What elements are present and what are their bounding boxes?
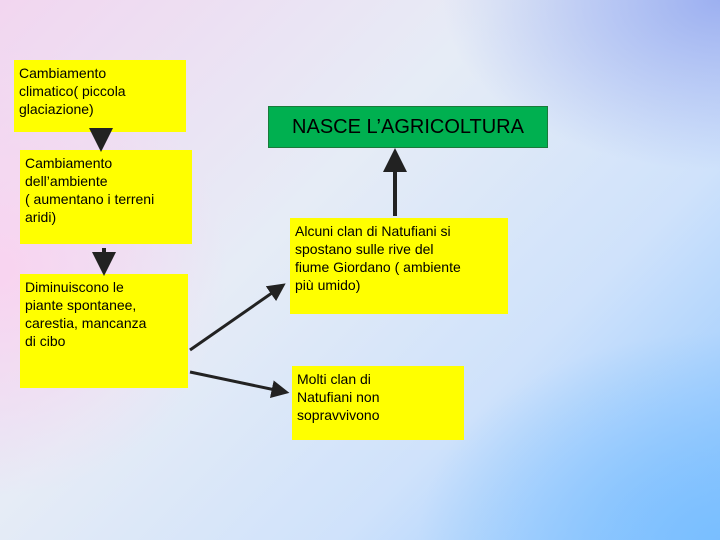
environment-change-box: Cambiamento dell’ambiente ( aumentano i terreni aridi) bbox=[20, 150, 192, 244]
arrow-decrease-to-not-survive bbox=[190, 372, 285, 392]
arrow-decrease-to-migrate bbox=[190, 286, 282, 350]
not-survive-box: Molti clan di Natufiani non sopravvivono bbox=[292, 366, 464, 440]
migrate-box: Alcuni clan di Natufiani si spostano sulle rive del fiume Giordano ( ambiente più umido) bbox=[290, 218, 508, 314]
decrease-resources-box: Diminuiscono le piante spontanee, carestia, mancanza di cibo bbox=[20, 274, 188, 388]
agriculture-title-box: NASCE L’AGRICOLTURA bbox=[268, 106, 548, 148]
climate-change-box: Cambiamento climatico( piccola glaciazione) bbox=[14, 60, 186, 132]
